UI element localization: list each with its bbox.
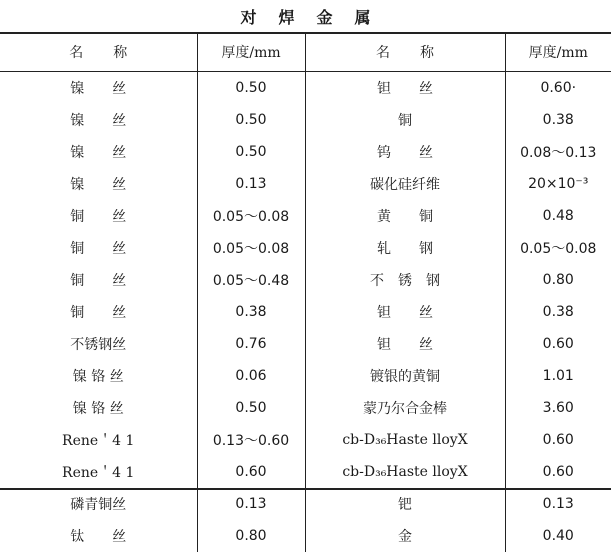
row-left-name: 镍 丝 (70, 113, 127, 129)
row-left-thickness: 0.38 (197, 296, 305, 328)
row-right-thickness: 0.60 (505, 456, 611, 488)
row-right-thickness: 0.60 (505, 424, 611, 456)
row-left-thickness: 0.80 (197, 520, 305, 552)
row-right-name: 钽 丝 (305, 328, 505, 360)
row-left-thickness: 0.13 (197, 488, 305, 520)
row-left-name: 镍 铬 丝 (72, 369, 124, 385)
table-row (0, 488, 611, 520)
header-name-right: 名称 (305, 33, 505, 72)
row-right-thickness: 1.01 (505, 360, 611, 392)
row-left-name: 磷青铜丝 (70, 497, 127, 513)
row-left-name: Rene＇4 1 (62, 433, 135, 449)
row-right-thickness: 0.40 (505, 520, 611, 552)
row-right-name: 金 (305, 520, 505, 552)
row-right-name: 轧 钢 (305, 232, 505, 264)
row-left-name: 钛 丝 (70, 529, 127, 545)
row-right-thickness: 0.80 (505, 264, 611, 296)
row-left-thickness: 0.50 (197, 392, 305, 424)
row-left-thickness: 0.13 (197, 168, 305, 200)
row-right-name: 铜 (305, 104, 505, 136)
row-right-thickness: 20×10⁻³ (505, 168, 611, 200)
row-right-thickness: 0.05～0.08 (505, 232, 611, 264)
table-row (0, 104, 611, 136)
welding-metals-table (0, 33, 611, 552)
row-right-thickness: 0.13 (505, 488, 611, 520)
row-right-name: 钽 丝 (305, 296, 505, 328)
row-right-name: 镀银的黄铜 (305, 360, 505, 392)
row-left-thickness: 0.05～0.08 (197, 200, 305, 232)
row-right-thickness: 0.38 (505, 296, 611, 328)
row-left-thickness: 0.05～0.08 (197, 232, 305, 264)
row-right-name: cb-D₃₆Haste lloyX (305, 424, 505, 456)
table-row (0, 136, 611, 168)
row-left-name: Rene＇4 1 (62, 465, 135, 481)
row-left-name: 铜 丝 (70, 273, 127, 289)
table-row (0, 456, 611, 488)
row-left-thickness: 0.50 (197, 136, 305, 168)
row-left-thickness: 0.13～0.60 (197, 424, 305, 456)
table-row (0, 200, 611, 232)
row-right-thickness: 0.48 (505, 200, 611, 232)
row-left-name: 铜 丝 (70, 241, 127, 257)
row-right-name: 钽 丝 (305, 72, 505, 105)
row-right-name: 蒙乃尔合金棒 (305, 392, 505, 424)
header-thickness-left: 厚度/mm (197, 33, 305, 72)
row-left-name: 镍 丝 (70, 145, 127, 161)
row-right-name: 黄 铜 (305, 200, 505, 232)
row-left-name: 铜 丝 (70, 209, 127, 225)
row-left-name: 不锈钢丝 (70, 337, 127, 353)
table-row (0, 424, 611, 456)
row-left-name: 镍 铬 丝 (72, 401, 124, 417)
row-right-name: 钯 (305, 488, 505, 520)
header-thickness-right: 厚度/mm (505, 33, 611, 72)
row-left-thickness: 0.50 (197, 104, 305, 136)
table-row (0, 296, 611, 328)
row-left-name: 铜 丝 (70, 305, 127, 321)
table-row (0, 328, 611, 360)
row-left-name: 镍 丝 (70, 177, 127, 193)
row-right-name: cb-D₃₆Haste lloyX (305, 456, 505, 488)
row-right-thickness: 0.60 (505, 328, 611, 360)
row-right-thickness: 0.08～0.13 (505, 136, 611, 168)
header-row (0, 33, 611, 72)
table-row (0, 232, 611, 264)
table-row (0, 264, 611, 296)
row-right-thickness: 0.38 (505, 104, 611, 136)
row-left-thickness: 0.60 (197, 456, 305, 488)
row-left-name: 镍 丝 (70, 81, 127, 97)
table-row (0, 168, 611, 200)
row-right-name: 不 锈 钢 (305, 264, 505, 296)
table-row (0, 392, 611, 424)
header-name-left: 名称 (0, 33, 197, 72)
table-row (0, 520, 611, 552)
row-left-thickness: 0.50 (197, 72, 305, 105)
table-row (0, 360, 611, 392)
row-right-name: 碳化硅纤维 (305, 168, 505, 200)
row-left-thickness: 0.05～0.48 (197, 264, 305, 296)
bottom-rule (0, 488, 611, 490)
table-row (0, 72, 611, 105)
row-left-thickness: 0.76 (197, 328, 305, 360)
row-right-thickness: 0.60· (505, 72, 611, 105)
table-title: 对焊金属 (240, 8, 393, 27)
row-right-name: 钨 丝 (305, 136, 505, 168)
row-left-thickness: 0.06 (197, 360, 305, 392)
row-right-thickness: 3.60 (505, 392, 611, 424)
